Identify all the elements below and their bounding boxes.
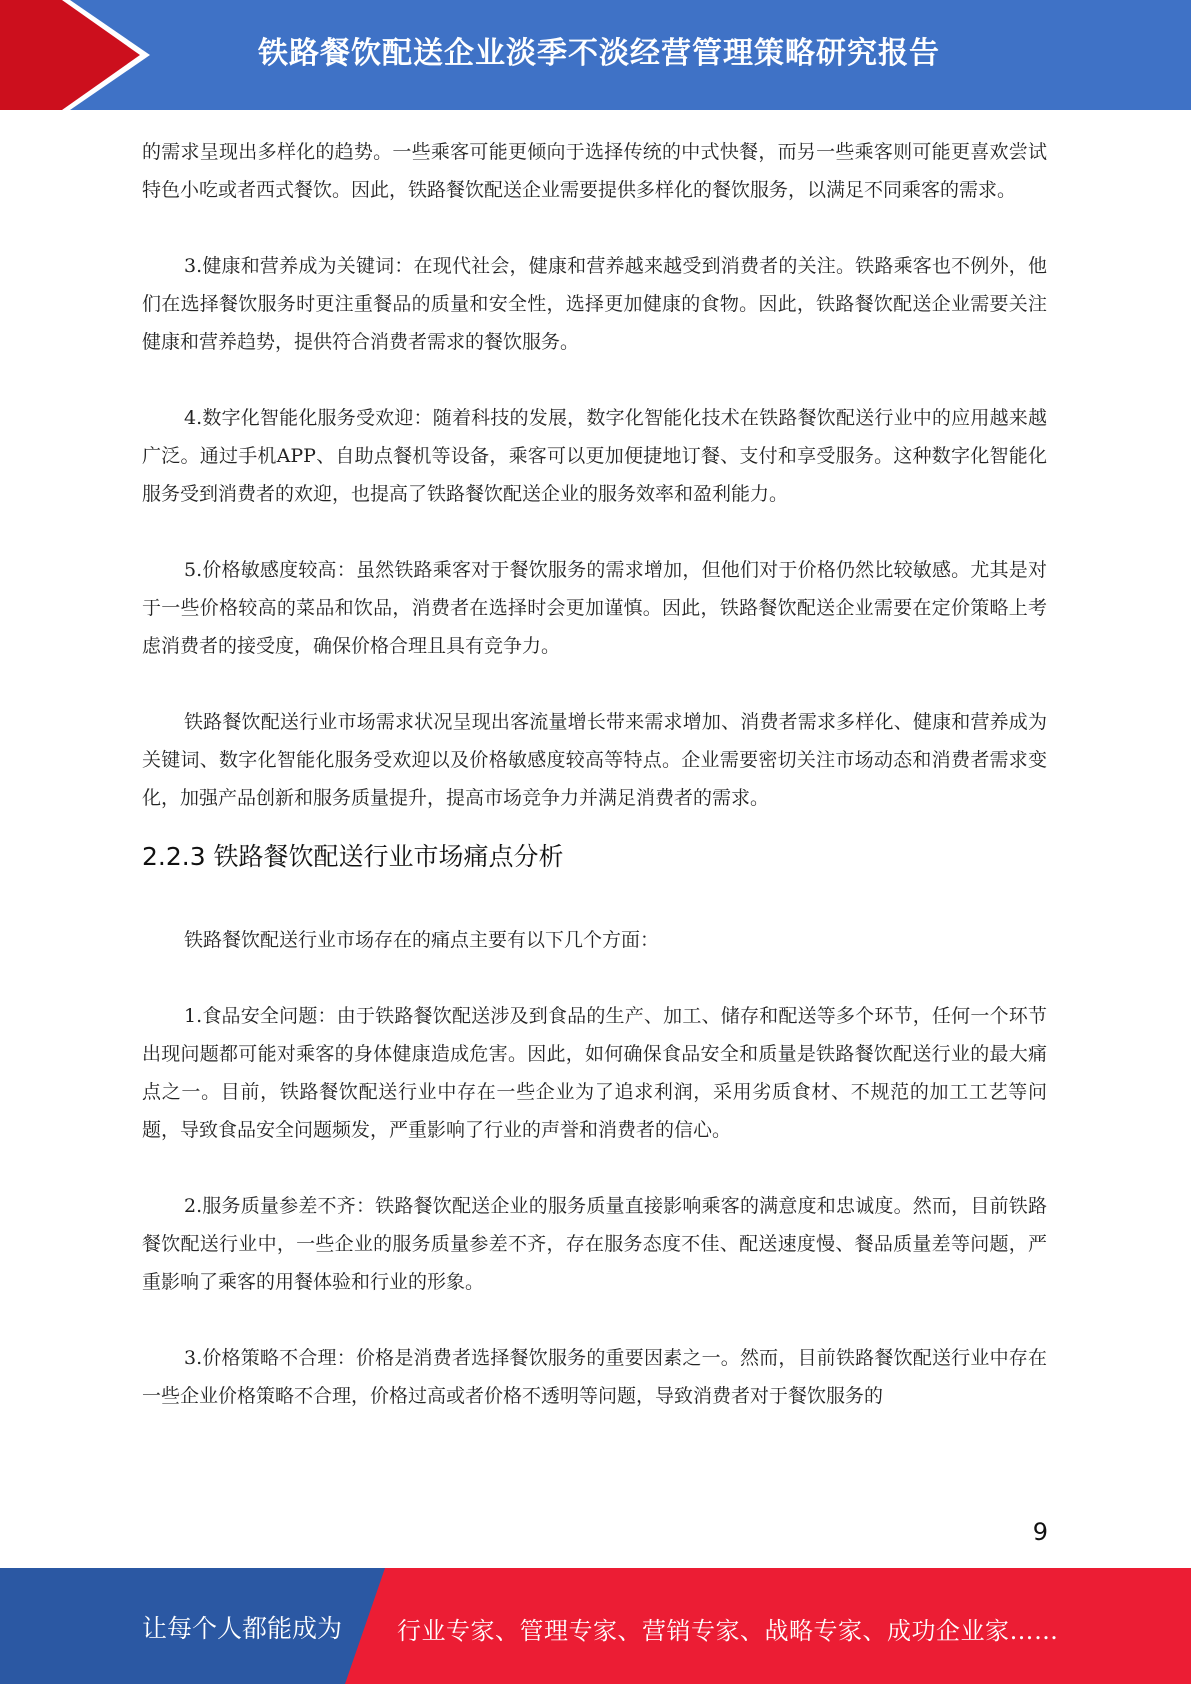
page-number: 9: [1032, 1518, 1048, 1546]
footer-slogan-right: 行业专家、管理专家、营销专家、战略专家、成功企业家……: [397, 1617, 1059, 1645]
paragraph-continued: 的需求呈现出多样化的趋势。一些乘客可能更倾向于选择传统的中式快餐，而另一些乘客则可能更喜欢尝试特色小吃或者西式餐饮。因此，铁路餐饮配送企业需要提供多样化的餐饮服务，以满足不同乘客的需求。: [142, 141, 1047, 201]
paragraph-summary: 铁路餐饮配送行业市场需求状况呈现出客流量增长带来需求增加、消费者需求多样化、健康和营养成为关键词、数字化智能化服务受欢迎以及价格敏感度较高等特点。企业需要密切关注市场动态和消费者需求变化，加强产品创新和服务质量提升，提高市场竞争力并满足消费者的需求。: [142, 711, 1047, 809]
paragraph-intro: 铁路餐饮配送行业市场存在的痛点主要有以下几个方面：: [184, 929, 660, 951]
paragraph-digital-services: 4.数字化智能化服务受欢迎：随着科技的发展，数字化智能化技术在铁路餐饮配送行业中的应用越来越广泛。通过手机APP、自助点餐机等设备，乘客可以更加便捷地订餐、支付和享受服务。这种数字化智能化服务受到消费者的欢迎，也提高了铁路餐饮配送企业的服务效率和盈利能力。: [142, 407, 1047, 505]
paragraph-pricing-strategy: 3.价格策略不合理：价格是消费者选择餐饮服务的重要因素之一。然而，目前铁路餐饮配送行业中存在一些企业价格策略不合理，价格过高或者价格不透明等问题，导致消费者对于餐饮服务的: [142, 1347, 1047, 1407]
page-header: [0, 0, 1191, 110]
paragraph-food-safety: 1.食品安全问题：由于铁路餐饮配送涉及到食品的生产、加工、储存和配送等多个环节，任何一个环节出现问题都可能对乘客的身体健康造成危害。因此，如何确保食品安全和质量是铁路餐饮配送行业的最大痛点之一。目前，铁路餐饮配送行业中存在一些企业为了追求利润，采用劣质食材、不规范的加工工艺等问题，导致食品安全问题频发，严重影响了行业的声誉和消费者的信心。: [142, 1005, 1047, 1141]
footer-slogan-left: 让每个人都能成为: [142, 1614, 343, 1643]
header-chevron-icon: [0, 0, 140, 110]
report-title: 铁路餐饮配送企业淡季不淡经营管理策略研究报告: [258, 36, 940, 71]
paragraph-health-nutrition: 3.健康和营养成为关键词：在现代社会，健康和营养越来越受到消费者的关注。铁路乘客也不例外，他们在选择餐饮服务时更注重餐品的质量和安全性，选择更加健康的食物。因此，铁路餐饮配送企业需要关注健康和营养趋势，提供符合消费者需求的餐饮服务。: [142, 255, 1047, 353]
page-body: [142, 133, 1047, 1415]
paragraph-service-quality: 2.服务质量参差不齐：铁路餐饮配送企业的服务质量直接影响乘客的满意度和忠诚度。然而，目前铁路餐饮配送行业中，一些企业的服务质量参差不齐，存在服务态度不佳、配送速度慢、餐品质量差等问题，严重影响了乘客的用餐体验和行业的形象。: [142, 1195, 1047, 1293]
section-heading: 2.2.3 铁路餐饮配送行业市场痛点分析: [142, 842, 564, 871]
page-footer: [0, 1568, 1191, 1684]
paragraph-price-sensitivity: 5.价格敏感度较高：虽然铁路乘客对于餐饮服务的需求增加，但他们对于价格仍然比较敏感。尤其是对于一些价格较高的菜品和饮品，消费者在选择时会更加谨慎。因此，铁路餐饮配送企业需要在定价策略上考虑消费者的接受度，确保价格合理且具有竞争力。: [142, 559, 1047, 657]
